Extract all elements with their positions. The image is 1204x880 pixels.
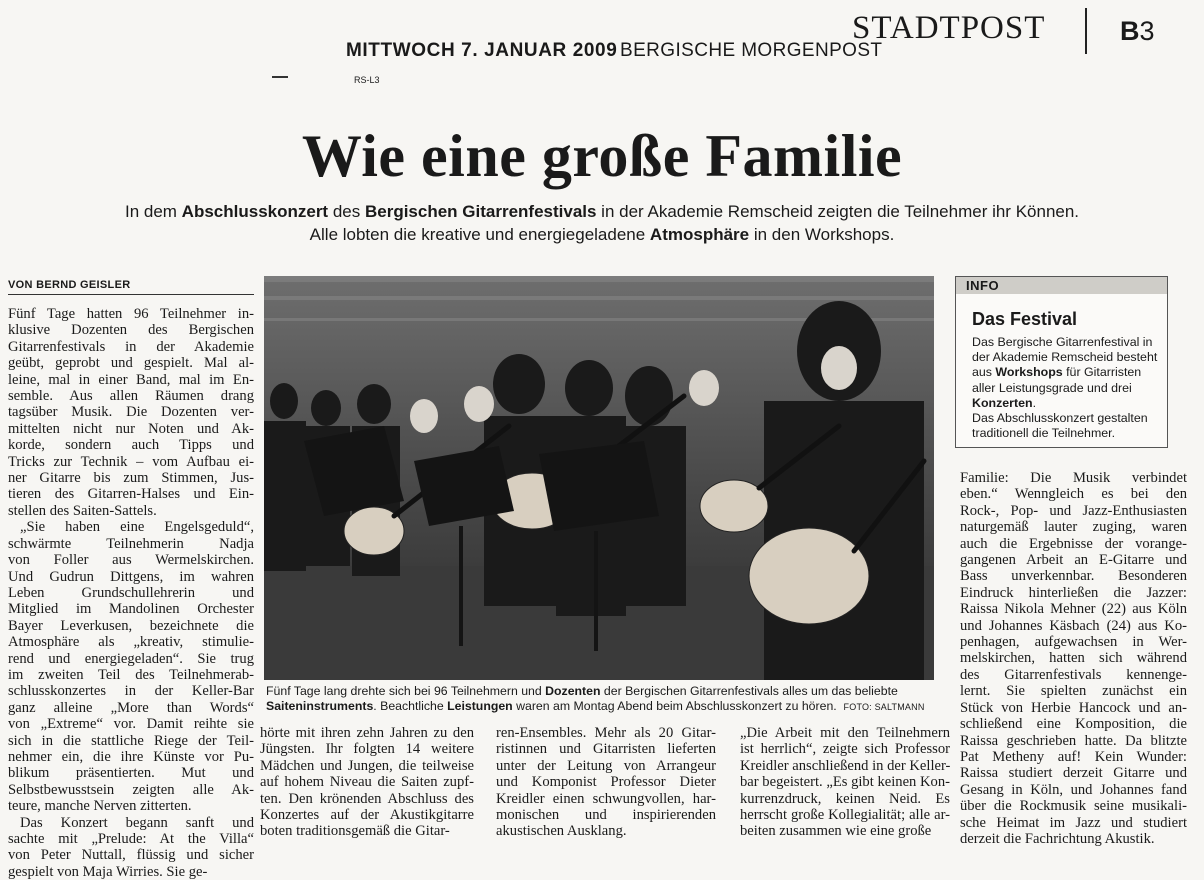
text-line: ten. Den krönenden Abschluss des	[260, 790, 474, 807]
text-line: stellen des Saiten-Sattels.	[8, 502, 157, 519]
text-line: Raissa geschrieben hatte. Da blitzte	[960, 732, 1187, 749]
byline-rule	[8, 294, 254, 295]
article-column-right	[960, 470, 1187, 847]
text-line: herrscht große Kollegialität; alle ar-	[740, 807, 950, 824]
text-line: Und Gudrun Dittgens, im wahren	[8, 568, 254, 585]
text-line: Raissa Nikola Mehner (22) aus Köln	[960, 601, 1187, 618]
page-number	[1120, 16, 1155, 47]
text-line: sche Heimat im Jazz und studiert	[960, 814, 1187, 831]
text-line: im zweiten Teil des Teilnehmerab-	[8, 666, 254, 683]
text-line: Jüngsten. Ihr folgten 14 weitere	[260, 741, 474, 758]
text-line: und Komponist Professor Dieter	[496, 774, 716, 791]
text-line: Rock-, Pop- und Jazz-Enthusiasten	[960, 502, 1187, 519]
text-line: ganz alleine „More than Words“	[8, 699, 254, 716]
text-line: ist herrlich“, zeigte sich Professor	[740, 741, 950, 758]
issue-date: MITTWOCH 7. JANUAR 2009	[346, 40, 618, 61]
text-line: lernt. Sie spielten zunächst ein	[960, 683, 1187, 700]
photo-caption: Fünf Tage lang drehte sich bei 96 Teilnehmern und Dozenten der Bergischen Gitarrenfestivals alles um das beliebte Saiteninstruments. Beachtliche Leistungen waren am Montag Abend beim Abschlusskonzert zu hören. FOTO: SALTMANN	[266, 684, 925, 713]
text-line: Pat Metheny auf! Kein Wunder:	[960, 748, 1187, 765]
text-line: leine, mal in einer Band, mal im En-	[8, 371, 254, 388]
text-line: mittelten nicht nur Noten und Ak-	[8, 420, 254, 437]
article-headline: Wie eine große Familie	[301, 123, 903, 189]
text-line: melskirchen, hatten sich während	[960, 650, 1187, 667]
text-line: penhagen, aufgewachsen in Wer-	[960, 634, 1187, 651]
text-line: korde, sondern auch Tipps und	[8, 437, 254, 454]
section-title: STADTPOST	[852, 10, 1046, 46]
text-line: Kreidler anschließend in der Keller-	[740, 757, 951, 774]
article-column-2	[260, 725, 474, 840]
text-line: monischen und inspirierenden	[496, 807, 716, 824]
text-line: Atmosphäre als „kreativ, stimulie-	[8, 634, 254, 651]
text-line: tagsüber Musik. Die Dozenten ver-	[8, 404, 254, 421]
text-line: gangenen Arbeit an E-Gitarre und	[960, 552, 1187, 569]
text-line: nehmer ein, die ihre Künste vor Pu-	[8, 748, 254, 765]
text-line: Eindruck hinterließen die Jazzer:	[960, 584, 1187, 601]
text-line: schwärmte Teilnehmerin Nadja	[8, 535, 254, 552]
page-digit: 3	[1139, 16, 1155, 46]
text-line: akustischen Ausklang.	[496, 823, 627, 840]
text-line: naturgemäß lauter zuging, waren	[960, 519, 1187, 536]
text-line: hörte mit ihren zehn Jahren zu den	[260, 725, 474, 741]
text-line: Gitarrenfestivals in der Akademie	[8, 338, 254, 355]
text-line: „Die Arbeit mit den Teilnehmern	[740, 725, 950, 741]
text-line: Konzertes auf der Akustikgitarre	[260, 807, 474, 824]
text-line: ner Gitarre bis zum Stimmen, Jus-	[8, 470, 254, 487]
text-line: über die Rockmusik seine musikali-	[960, 798, 1187, 815]
subhead-line-2: Alle lobten die kreative und energiegeladene Atmosphäre in den Workshops.	[309, 225, 895, 244]
text-line: boten traditionsgemäß die Gitar-	[260, 823, 450, 840]
text-line: Bass unverkennbar. Besonderen	[960, 568, 1187, 585]
info-box	[955, 276, 1168, 448]
text-line: beiten zusammen wie eine große	[740, 823, 932, 840]
text-line: Tricks zur Technik – vom Aufbau ei-	[8, 453, 254, 470]
article-subhead	[0, 200, 1204, 246]
text-line: sachte mit „Prelude: At the Villa“	[8, 831, 254, 847]
text-line: derzeit die Fachrichtung Akustik.	[960, 830, 1155, 847]
text-line: tieren des Gitarren-Halses und Ein-	[8, 486, 254, 503]
text-line: des Gitarrenfestivals kennenge-	[960, 666, 1187, 683]
text-line: ristinnen und Gitarristen lieferten	[496, 741, 716, 758]
newspaper-name: BERGISCHE MORGENPOST	[620, 40, 883, 61]
article-column-3	[496, 725, 716, 840]
guitar-ensemble-photo	[264, 276, 934, 680]
byline: VON BERND GEISLER	[8, 279, 131, 291]
page-letter: B	[1120, 16, 1140, 46]
text-line: Familie: Die Musik verbindet	[960, 470, 1187, 486]
text-line: schließend eine Komposition, die	[960, 716, 1187, 733]
text-line: geübt, geprobt und gespielt. Mal al-	[8, 355, 254, 372]
text-line: Raissa studiert derzeit Gitarre und	[960, 765, 1187, 782]
text-line: rend und energiegeladen“. Sie trug	[8, 650, 254, 667]
text-line: Mitglied im Mandolinen Orchester	[8, 601, 254, 618]
text-line: auf hohem Niveau die Saiten zupf-	[260, 774, 474, 791]
text-line: Das Konzert begann sanft und	[20, 814, 254, 831]
subhead-line-1: In dem Abschlusskonzert des Bergischen Gitarrenfestivals in der Akademie Remscheid zeigten die Teilnehmer ihr Können.	[124, 202, 1080, 221]
edition-code: RS-L3	[354, 75, 380, 85]
text-line: eben.“ Wenngleich es bei den	[960, 486, 1187, 503]
text-line: von Foller aus Wermelskirchen.	[8, 552, 254, 569]
text-line: unter der Leitung von Arrangeur	[496, 757, 716, 774]
text-line: Kreidler einen schwungvollen, har-	[496, 790, 716, 807]
text-line: von Peter Nuttall, flüssig und sicher	[8, 847, 254, 864]
text-line: Mädchen und Jungen, die teilweise	[260, 757, 474, 774]
text-line: sich in die stattliche Riege der Teil-	[8, 732, 254, 749]
info-paragraph-1: Das Bergische Gitarrenfestival in der Akademie Remscheid besteht aus Workshops für Gitarristen aller Leistungsgrade und drei Konzerten.	[972, 335, 1158, 410]
text-line: semble. Aus allen Räumen drang	[8, 388, 254, 405]
text-line: teure, manche Nerven zitterten.	[8, 798, 192, 815]
text-line: auch die Ergebnisse der vorange-	[960, 535, 1187, 552]
text-line: Fünf Tage hatten 96 Teilnehmer in-	[8, 306, 254, 322]
article-column-1	[8, 306, 254, 880]
info-title: Das Festival	[972, 309, 1078, 329]
text-line: von „Extreme“ vor. Damit reihte sie	[8, 716, 254, 733]
text-line: und Johannes Käsbach (24) aus Ko-	[960, 617, 1187, 634]
article-column-4	[740, 725, 950, 840]
text-line: Bayer Leverkusen, bezeichnete die	[8, 617, 254, 634]
margin-dash	[272, 76, 288, 78]
text-line: klusive Dozenten des Bergischen	[8, 322, 254, 339]
text-line: gespielt von Maja Wirries. Sie ge-	[8, 863, 208, 880]
text-line: kurrenzdruck, keinen Neid. Es	[740, 790, 950, 807]
concert-photo	[264, 276, 934, 680]
text-line: ren-Ensembles. Mehr als 20 Gitar-	[496, 725, 716, 741]
masthead-divider	[1085, 8, 1087, 54]
info-body	[972, 335, 1160, 441]
text-line: blikum präsentierten. Mut und	[8, 765, 254, 782]
info-tag: INFO	[956, 277, 1167, 294]
text-line: schlusskonzertes in der Keller-Bar	[8, 683, 254, 700]
info-paragraph-2: Das Abschlusskonzert gestalten traditionell die Teilnehmer.	[972, 411, 1148, 441]
text-line: Stück von Herbie Hancock und an-	[960, 699, 1187, 716]
photo-credit: FOTO: SALTMANN	[843, 702, 925, 712]
text-line: Gesang in Köln, und Johannes fand	[960, 781, 1187, 798]
text-line: bar begeistert. „Es gibt keinen Kon-	[740, 774, 950, 791]
text-line: Leben Grundschullehrerin und	[8, 584, 254, 601]
text-line: „Sie haben eine Engelsgeduld“,	[20, 519, 254, 536]
text-line: Selbstbewusstsein zeigten alle Ak-	[8, 781, 254, 798]
